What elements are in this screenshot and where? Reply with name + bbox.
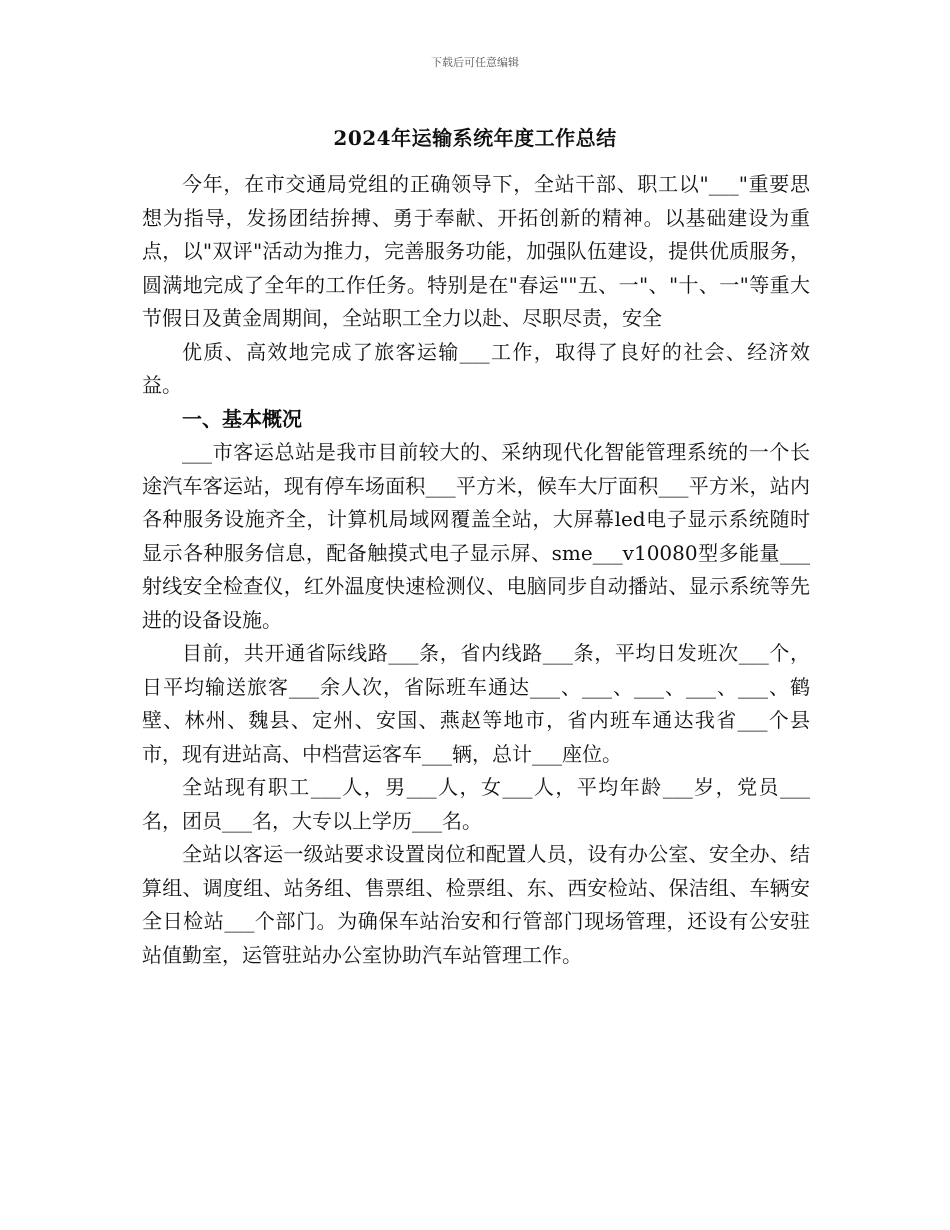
- header-note: 下载后可任意编辑: [431, 56, 519, 69]
- document-body: [142, 168, 810, 972]
- paragraph-intro-continued: 优质、高效地完成了旅客运输___工作，取得了良好的社会、经济效益。: [142, 339, 810, 397]
- paragraph-departments: 全站以客运一级站要求设置岗位和配置人员，设有办公室、安全办、结算组、调度组、站务组、售票组、检票组、东、西安检站、保洁组、车辆安全日检站___个部门。为确保车站治安和行管部门现场管理，还设有公安驻站值勤室，运管驻站办公室协助汽车站管理工作。: [142, 842, 810, 967]
- paragraph-intro: 今年，在市交通局党组的正确领导下，全站干部、职工以"___"重要思想为指导，发扬团结拚搏、勇于奉献、开拓创新的精神。以基础建设为重点，以"双评"活动为推力，完善服务功能，加强队伍建设，提供优质服务，圆满地完成了全年的工作任务。特别是在"春运""五、一"、"十、一"等重大节假日及黄金周期间，全站职工全力以赴、尽职尽责，安全: [142, 172, 810, 330]
- paragraph-routes: 目前，共开通省际线路___条，省内线路___条，平均日发班次___个，日平均输送旅客___余人次，省际班车通达___、___、___、___、___、鹤壁、林州、魏县、定州、安国、燕赵等地市，省内班车通达我省___个县市，现有进站高、中档营运客车___辆，总计___座位。: [142, 641, 810, 766]
- document-title: 2024年运输系统年度工作总结: [333, 126, 617, 150]
- paragraph-staff: 全站现有职工___人，男___人，女___人，平均年龄___岁，党员___名，团员___名，大专以上学历___名。: [142, 775, 810, 833]
- section-heading-overview: 一、基本概况: [182, 406, 302, 431]
- paragraph-station-description: ___市客运总站是我市目前较大的、采纳现代化智能管理系统的一个长途汽车客运站，现有停车场面积___平方米，候车大厅面积___平方米，站内各种服务设施齐全，计算机局域网覆盖全站，大屏幕led电子显示系统随时显示各种服务信息，配备触摸式电子显示屏、sme___v10080型多能量___射线安全检查仪，红外温度快速检测仪、电脑同步自动播站、显示系统等先进的设备设施。: [142, 440, 810, 632]
